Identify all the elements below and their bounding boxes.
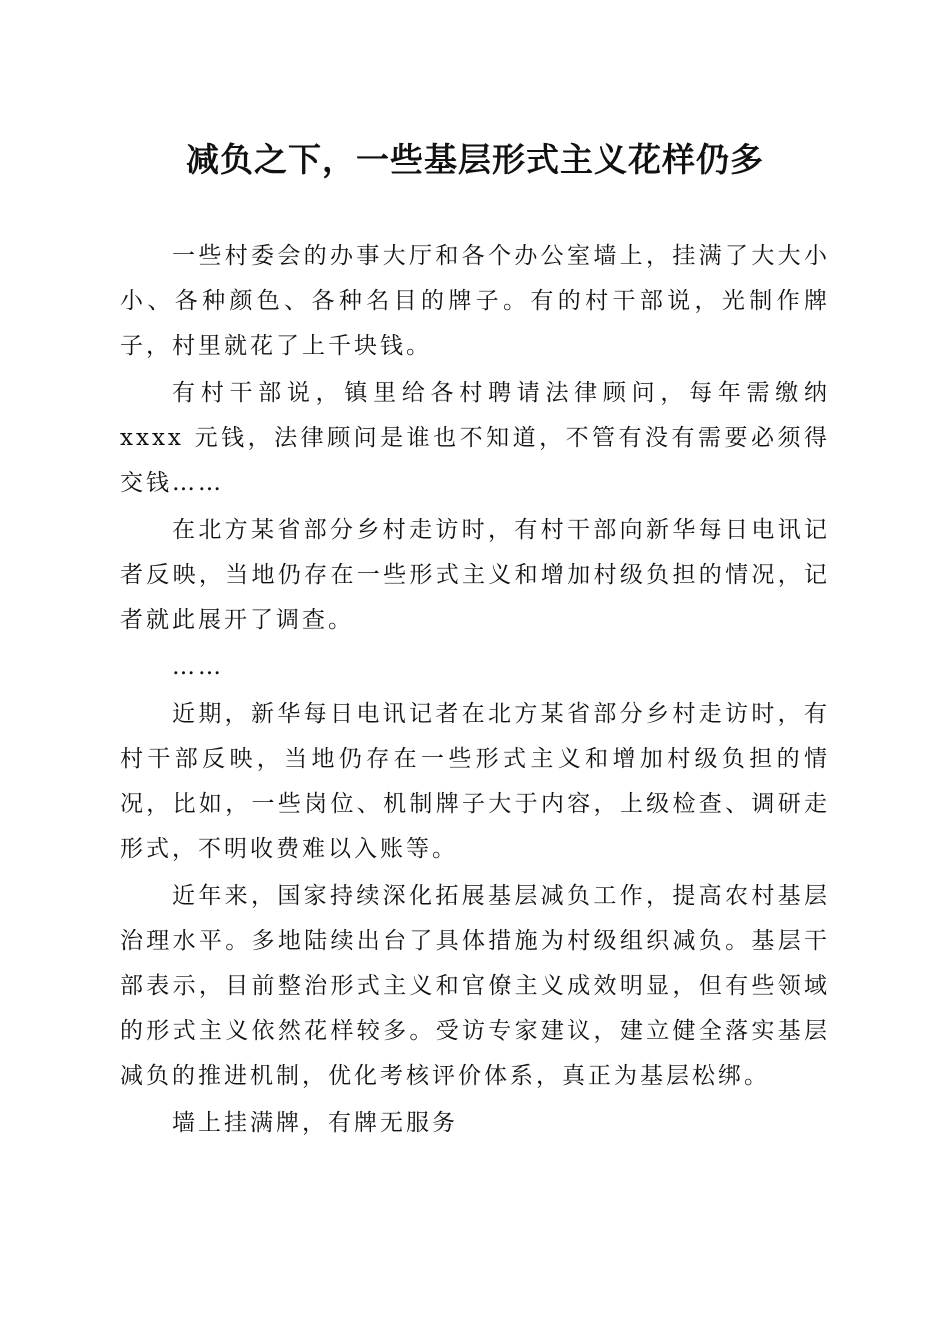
paragraph-2: 有村干部说，镇里给各村聘请法律顾问，每年需缴纳 xxxx 元钱，法律顾问是谁也不知道，不管有没有需要必须得交钱…… bbox=[120, 380, 830, 496]
document-title: 减负之下，一些基层形式主义花样仍多 bbox=[186, 140, 764, 179]
paragraph-1: 一些村委会的办事大厅和各个办公室墙上，挂满了大大小小、各种颜色、各种名目的牌子。有的村干部说，光制作牌子，村里就花了上千块钱。 bbox=[120, 243, 830, 359]
paragraph-3: 在北方某省部分乡村走访时，有村干部向新华每日电讯记者反映，当地仍存在一些形式主义和增加村级负担的情况，记者就此展开了调查。 bbox=[120, 517, 830, 633]
paragraph-4: 近期，新华每日电讯记者在北方某省部分乡村走访时，有村干部反映，当地仍存在一些形式主义和增加村级负担的情况，比如，一些岗位、机制牌子大于内容，上级检查、调研走形式，不明收费难以入账等。 bbox=[120, 701, 830, 862]
section-heading: 墙上挂满牌，有牌无服务 bbox=[172, 1110, 458, 1136]
paragraph-5: 近年来，国家持续深化拓展基层减负工作，提高农村基层治理水平。多地陆续出台了具体措施为村级组织减负。基层干部表示，目前整治形式主义和官僚主义成效明显，但有些领域的形式主义依然花样较多。受访专家建议，建立健全落实基层减负的推进机制，优化考核评价体系，真正为基层松绑。 bbox=[120, 883, 830, 1089]
ellipsis-paragraph: …… bbox=[172, 654, 224, 680]
